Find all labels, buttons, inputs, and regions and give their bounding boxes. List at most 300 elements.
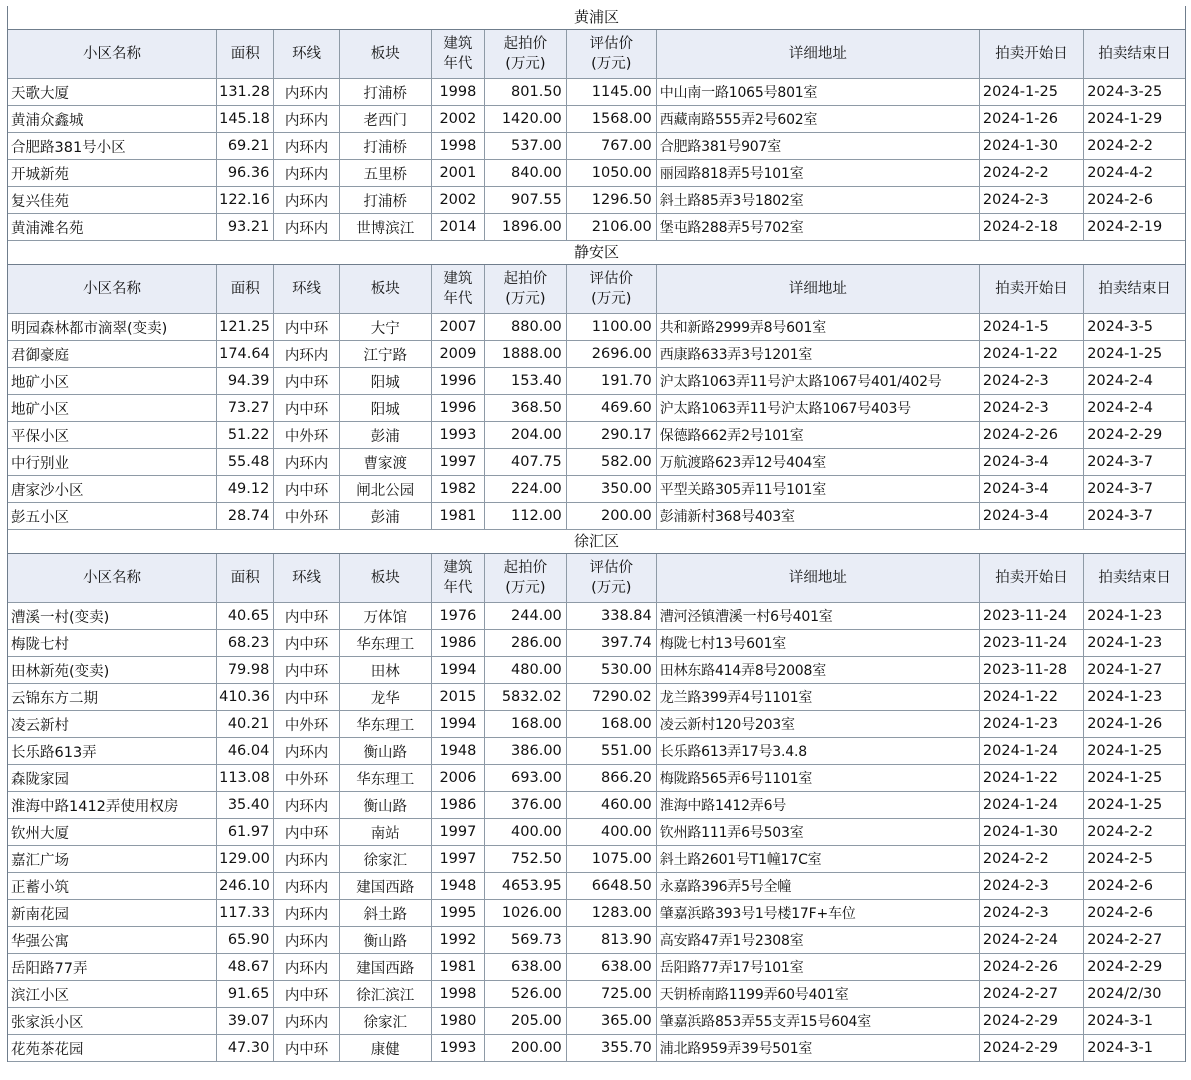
build-year-cell: 1996 xyxy=(431,395,484,422)
area-cell: 410.36 xyxy=(217,684,274,711)
build-year-cell: 1995 xyxy=(431,900,484,927)
auction-start-cell: 2024-2-18 xyxy=(979,214,1083,241)
header-build-year-line2: 年代 xyxy=(443,56,473,72)
table-row xyxy=(8,900,1185,927)
auction-end-cell: 2024/2/30 xyxy=(1084,981,1185,1008)
appraised-price-cell: 1296.50 xyxy=(566,187,656,214)
table-row xyxy=(8,657,1185,684)
build-year-cell: 1986 xyxy=(431,792,484,819)
community-name-cell: 云锦东方二期 xyxy=(8,684,217,711)
block-cell: 康健 xyxy=(339,1035,431,1062)
address-cell: 天钥桥南路1199弄60号401室 xyxy=(656,981,979,1008)
auction-end-cell: 2024-2-6 xyxy=(1084,187,1185,214)
table-row xyxy=(8,927,1185,954)
appraised-price-cell: 400.00 xyxy=(566,819,656,846)
starting-price-cell: 1420.00 xyxy=(484,106,566,133)
header-starting-price-line1: 起拍价 xyxy=(503,271,548,287)
area-cell: 96.36 xyxy=(217,160,274,187)
header-block xyxy=(339,265,431,314)
address-cell: 斜土路85弄3号1802室 xyxy=(656,187,979,214)
header-block xyxy=(339,554,431,603)
table-row xyxy=(8,422,1185,449)
appraised-price-cell: 2696.00 xyxy=(566,341,656,368)
area-cell: 129.00 xyxy=(217,846,274,873)
appraised-price-cell: 365.00 xyxy=(566,1008,656,1035)
table-row xyxy=(8,873,1185,900)
header-starting-price xyxy=(484,554,566,603)
appraised-price-cell: 350.00 xyxy=(566,476,656,503)
header-starting-price-line2: (万元) xyxy=(505,291,546,307)
block-cell: 建国西路 xyxy=(339,873,431,900)
ring-road-cell: 内中环 xyxy=(274,1035,339,1062)
table-row xyxy=(8,476,1185,503)
community-name-cell: 唐家沙小区 xyxy=(8,476,217,503)
block-cell: 打浦桥 xyxy=(339,187,431,214)
header-auction-end xyxy=(1084,554,1185,603)
area-cell: 48.67 xyxy=(217,954,274,981)
auction-end-cell: 2024-2-29 xyxy=(1084,954,1185,981)
area-cell: 49.12 xyxy=(217,476,274,503)
header-appraised-price xyxy=(566,30,656,79)
ring-road-cell: 内中环 xyxy=(274,368,339,395)
starting-price-cell: 5832.02 xyxy=(484,684,566,711)
auction-end-cell: 2024-1-23 xyxy=(1084,684,1185,711)
auction-end-cell: 2024-1-25 xyxy=(1084,738,1185,765)
header-address xyxy=(656,554,979,603)
appraised-price-cell: 767.00 xyxy=(566,133,656,160)
area-cell: 174.64 xyxy=(217,341,274,368)
address-cell: 高安路47弄1号2308室 xyxy=(656,927,979,954)
auction-end-cell: 2024-2-5 xyxy=(1084,846,1185,873)
header-address xyxy=(656,265,979,314)
build-year-cell: 1996 xyxy=(431,368,484,395)
ring-road-cell: 内环内 xyxy=(274,79,339,106)
ring-road-cell: 中外环 xyxy=(274,765,339,792)
header-auction-end xyxy=(1084,265,1185,314)
auction-end-cell: 2024-2-19 xyxy=(1084,214,1185,241)
community-name-cell: 黄浦众鑫城 xyxy=(8,106,217,133)
starting-price-cell: 693.00 xyxy=(484,765,566,792)
starting-price-cell: 537.00 xyxy=(484,133,566,160)
header-auction-start-text: 拍卖开始日 xyxy=(995,570,1068,586)
header-build-year-line1: 建筑 xyxy=(443,560,473,576)
auction-start-cell: 2024-3-4 xyxy=(979,449,1083,476)
address-cell: 长乐路613弄17号3.4.8 xyxy=(656,738,979,765)
build-year-cell: 2002 xyxy=(431,187,484,214)
header-starting-price-line1: 起拍价 xyxy=(503,560,548,576)
build-year-cell: 1948 xyxy=(431,873,484,900)
header-address-text: 详细地址 xyxy=(788,281,847,297)
header-build-year xyxy=(431,554,484,603)
area-cell: 47.30 xyxy=(217,1035,274,1062)
address-cell: 梅陇七村13号601室 xyxy=(656,630,979,657)
auction-end-cell: 2024-2-4 xyxy=(1084,368,1185,395)
build-year-cell: 1976 xyxy=(431,603,484,630)
header-build-year-line1: 建筑 xyxy=(443,36,473,52)
table-row xyxy=(8,711,1185,738)
community-name-cell: 彭五小区 xyxy=(8,503,217,530)
address-cell: 合肥路381号907室 xyxy=(656,133,979,160)
area-cell: 145.18 xyxy=(217,106,274,133)
header-starting-price xyxy=(484,265,566,314)
build-year-cell: 1981 xyxy=(431,503,484,530)
ring-road-cell: 内环内 xyxy=(274,927,339,954)
build-year-cell: 1948 xyxy=(431,738,484,765)
build-year-cell: 2002 xyxy=(431,106,484,133)
block-cell: 田林 xyxy=(339,657,431,684)
block-cell: 大宁 xyxy=(339,314,431,341)
build-year-cell: 1994 xyxy=(431,657,484,684)
build-year-cell: 1992 xyxy=(431,927,484,954)
auction-start-cell: 2024-1-26 xyxy=(979,106,1083,133)
header-appraised-price xyxy=(566,554,656,603)
address-cell: 共和新路2999弄8号601室 xyxy=(656,314,979,341)
appraised-price-cell: 7290.02 xyxy=(566,684,656,711)
header-appraised-price xyxy=(566,265,656,314)
table-row xyxy=(8,341,1185,368)
address-cell: 保德路662弄2号101室 xyxy=(656,422,979,449)
build-year-cell: 2006 xyxy=(431,765,484,792)
ring-road-cell: 内中环 xyxy=(274,395,339,422)
block-cell: 阳城 xyxy=(339,395,431,422)
header-address xyxy=(656,30,979,79)
starting-price-cell: 368.50 xyxy=(484,395,566,422)
block-cell: 徐汇滨江 xyxy=(339,981,431,1008)
starting-price-cell: 153.40 xyxy=(484,368,566,395)
appraised-price-cell: 168.00 xyxy=(566,711,656,738)
address-cell: 西康路633弄3号1201室 xyxy=(656,341,979,368)
appraised-price-cell: 355.70 xyxy=(566,1035,656,1062)
starting-price-cell: 205.00 xyxy=(484,1008,566,1035)
auction-start-cell: 2024-1-24 xyxy=(979,792,1083,819)
appraised-price-cell: 1075.00 xyxy=(566,846,656,873)
header-auction-start xyxy=(979,554,1083,603)
build-year-cell: 2015 xyxy=(431,684,484,711)
auction-start-cell: 2024-1-24 xyxy=(979,738,1083,765)
table-row xyxy=(8,449,1185,476)
starting-price-cell: 200.00 xyxy=(484,1035,566,1062)
auction-start-cell: 2024-3-4 xyxy=(979,503,1083,530)
address-cell: 沪太路1063弄11号沪太路1067号401/402号 xyxy=(656,368,979,395)
auction-end-cell: 2024-3-1 xyxy=(1084,1035,1185,1062)
auction-start-cell: 2024-3-4 xyxy=(979,476,1083,503)
area-cell: 121.25 xyxy=(217,314,274,341)
starting-price-cell: 204.00 xyxy=(484,422,566,449)
appraised-price-cell: 1100.00 xyxy=(566,314,656,341)
address-cell: 西藏南路555弄2号602室 xyxy=(656,106,979,133)
auction-end-cell: 2024-2-2 xyxy=(1084,819,1185,846)
header-auction-start-text: 拍卖开始日 xyxy=(995,281,1068,297)
header-area-text: 面积 xyxy=(230,281,260,297)
area-cell: 28.74 xyxy=(217,503,274,530)
area-cell: 39.07 xyxy=(217,1008,274,1035)
address-cell: 田林东路414弄8号2008室 xyxy=(656,657,979,684)
auction-start-cell: 2024-2-26 xyxy=(979,422,1083,449)
district-title: 静安区 xyxy=(8,241,1185,265)
table-row xyxy=(8,314,1185,341)
auction-start-cell: 2023-11-28 xyxy=(979,657,1083,684)
community-name-cell: 钦州大厦 xyxy=(8,819,217,846)
header-starting-price-line1: 起拍价 xyxy=(503,36,548,52)
address-cell: 岳阳路77弄17号101室 xyxy=(656,954,979,981)
starting-price-cell: 880.00 xyxy=(484,314,566,341)
header-starting-price xyxy=(484,30,566,79)
auction-end-cell: 2024-3-7 xyxy=(1084,476,1185,503)
area-cell: 65.90 xyxy=(217,927,274,954)
build-year-cell: 1981 xyxy=(431,954,484,981)
ring-road-cell: 内中环 xyxy=(274,657,339,684)
table-row xyxy=(8,1008,1185,1035)
appraised-price-cell: 338.84 xyxy=(566,603,656,630)
ring-road-cell: 内中环 xyxy=(274,981,339,1008)
appraised-price-cell: 530.00 xyxy=(566,657,656,684)
build-year-cell: 1997 xyxy=(431,819,484,846)
block-cell: 曹家渡 xyxy=(339,449,431,476)
address-cell: 平型关路305弄11号101室 xyxy=(656,476,979,503)
area-cell: 35.40 xyxy=(217,792,274,819)
address-cell: 凌云新村120号203室 xyxy=(656,711,979,738)
table-row xyxy=(8,187,1185,214)
block-cell: 世博滨江 xyxy=(339,214,431,241)
block-cell: 彭浦 xyxy=(339,422,431,449)
address-cell: 堡屯路288弄5号702室 xyxy=(656,214,979,241)
auction-start-cell: 2024-2-27 xyxy=(979,981,1083,1008)
table-row xyxy=(8,214,1185,241)
address-cell: 龙兰路399弄4号1101室 xyxy=(656,684,979,711)
table-row xyxy=(8,133,1185,160)
ring-road-cell: 内环内 xyxy=(274,792,339,819)
area-cell: 94.39 xyxy=(217,368,274,395)
auction-start-cell: 2024-2-3 xyxy=(979,873,1083,900)
starting-price-cell: 400.00 xyxy=(484,819,566,846)
starting-price-cell: 286.00 xyxy=(484,630,566,657)
ring-road-cell: 内环内 xyxy=(274,738,339,765)
community-name-cell: 长乐路613弄 xyxy=(8,738,217,765)
build-year-cell: 1986 xyxy=(431,630,484,657)
header-build-year xyxy=(431,30,484,79)
block-cell: 龙华 xyxy=(339,684,431,711)
build-year-cell: 1997 xyxy=(431,449,484,476)
community-name-cell: 复兴佳苑 xyxy=(8,187,217,214)
community-name-cell: 黄浦滩名苑 xyxy=(8,214,217,241)
block-cell: 建国西路 xyxy=(339,954,431,981)
auction-start-cell: 2024-1-30 xyxy=(979,819,1083,846)
starting-price-cell: 376.00 xyxy=(484,792,566,819)
community-name-cell: 森陇家园 xyxy=(8,765,217,792)
appraised-price-cell: 582.00 xyxy=(566,449,656,476)
ring-road-cell: 内环内 xyxy=(274,187,339,214)
auction-end-cell: 2024-1-29 xyxy=(1084,106,1185,133)
community-name-cell: 地矿小区 xyxy=(8,395,217,422)
starting-price-cell: 840.00 xyxy=(484,160,566,187)
header-appraised-price-line2: (万元) xyxy=(591,56,632,72)
appraised-price-cell: 2106.00 xyxy=(566,214,656,241)
community-name-cell: 滨江小区 xyxy=(8,981,217,1008)
build-year-cell: 1994 xyxy=(431,711,484,738)
community-name-cell: 平保小区 xyxy=(8,422,217,449)
area-cell: 113.08 xyxy=(217,765,274,792)
starting-price-cell: 112.00 xyxy=(484,503,566,530)
auction-start-cell: 2024-1-22 xyxy=(979,765,1083,792)
ring-road-cell: 中外环 xyxy=(274,422,339,449)
appraised-price-cell: 551.00 xyxy=(566,738,656,765)
ring-road-cell: 内环内 xyxy=(274,133,339,160)
ring-road-cell: 内环内 xyxy=(274,341,339,368)
auction-end-cell: 2024-1-23 xyxy=(1084,630,1185,657)
header-address-text: 详细地址 xyxy=(788,570,847,586)
starting-price-cell: 4653.95 xyxy=(484,873,566,900)
address-cell: 淮海中路1412弄6号 xyxy=(656,792,979,819)
block-cell: 江宁路 xyxy=(339,341,431,368)
header-block-text: 板块 xyxy=(370,46,400,62)
header-appraised-price-line2: (万元) xyxy=(591,580,632,596)
community-name-cell: 地矿小区 xyxy=(8,368,217,395)
header-block-text: 板块 xyxy=(370,281,400,297)
table-row xyxy=(8,503,1185,530)
ring-road-cell: 内中环 xyxy=(274,314,339,341)
auction-listing-sheet xyxy=(7,6,1186,1062)
auction-start-cell: 2024-1-25 xyxy=(979,79,1083,106)
appraised-price-cell: 1050.00 xyxy=(566,160,656,187)
header-auction-end-text: 拍卖结束日 xyxy=(1098,46,1171,62)
header-area xyxy=(217,554,274,603)
header-block-text: 板块 xyxy=(370,570,400,586)
build-year-cell: 1993 xyxy=(431,422,484,449)
header-auction-end xyxy=(1084,30,1185,79)
block-cell: 打浦桥 xyxy=(339,133,431,160)
header-community-name-text: 小区名称 xyxy=(83,281,142,297)
ring-road-cell: 中外环 xyxy=(274,503,339,530)
table-row xyxy=(8,1035,1185,1062)
starting-price-cell: 526.00 xyxy=(484,981,566,1008)
block-cell: 斜土路 xyxy=(339,900,431,927)
header-ring-road xyxy=(274,30,339,79)
header-area-text: 面积 xyxy=(230,46,260,62)
auction-end-cell: 2024-2-6 xyxy=(1084,900,1185,927)
auction-end-cell: 2024-3-7 xyxy=(1084,503,1185,530)
address-cell: 永嘉路396弄5号全幢 xyxy=(656,873,979,900)
block-cell: 衡山路 xyxy=(339,792,431,819)
appraised-price-cell: 725.00 xyxy=(566,981,656,1008)
header-community-name-text: 小区名称 xyxy=(83,570,142,586)
auction-start-cell: 2024-1-23 xyxy=(979,711,1083,738)
address-cell: 万航渡路623弄12号404室 xyxy=(656,449,979,476)
area-cell: 46.04 xyxy=(217,738,274,765)
auction-end-cell: 2024-1-26 xyxy=(1084,711,1185,738)
ring-road-cell: 内环内 xyxy=(274,449,339,476)
table-row xyxy=(8,79,1185,106)
build-year-cell: 1998 xyxy=(431,133,484,160)
header-appraised-price-line1: 评估价 xyxy=(589,271,634,287)
header-build-year xyxy=(431,265,484,314)
header-build-year-line1: 建筑 xyxy=(443,271,473,287)
header-community-name-text: 小区名称 xyxy=(83,46,142,62)
address-cell: 肇嘉浜路853弄55支弄15号604室 xyxy=(656,1008,979,1035)
build-year-cell: 2007 xyxy=(431,314,484,341)
community-name-cell: 梅陇七村 xyxy=(8,630,217,657)
table-header-row xyxy=(8,554,1185,603)
header-area-text: 面积 xyxy=(230,570,260,586)
auction-end-cell: 2024-3-7 xyxy=(1084,449,1185,476)
auction-end-cell: 2024-4-2 xyxy=(1084,160,1185,187)
address-cell: 钦州路111弄6号503室 xyxy=(656,819,979,846)
area-cell: 68.23 xyxy=(217,630,274,657)
ring-road-cell: 内中环 xyxy=(274,603,339,630)
address-cell: 中山南一路1065号801室 xyxy=(656,79,979,106)
header-build-year-line2: 年代 xyxy=(443,580,473,596)
auction-end-cell: 2024-1-25 xyxy=(1084,341,1185,368)
header-area xyxy=(217,265,274,314)
block-cell: 徐家汇 xyxy=(339,1008,431,1035)
auction-start-cell: 2024-2-3 xyxy=(979,395,1083,422)
build-year-cell: 2001 xyxy=(431,160,484,187)
header-appraised-price-line1: 评估价 xyxy=(589,36,634,52)
area-cell: 55.48 xyxy=(217,449,274,476)
starting-price-cell: 244.00 xyxy=(484,603,566,630)
area-cell: 93.21 xyxy=(217,214,274,241)
ring-road-cell: 内环内 xyxy=(274,846,339,873)
area-cell: 79.98 xyxy=(217,657,274,684)
appraised-price-cell: 460.00 xyxy=(566,792,656,819)
ring-road-cell: 中外环 xyxy=(274,711,339,738)
appraised-price-cell: 1568.00 xyxy=(566,106,656,133)
community-name-cell: 凌云新村 xyxy=(8,711,217,738)
block-cell: 南站 xyxy=(339,819,431,846)
area-cell: 69.21 xyxy=(217,133,274,160)
table-row xyxy=(8,981,1185,1008)
starting-price-cell: 569.73 xyxy=(484,927,566,954)
starting-price-cell: 224.00 xyxy=(484,476,566,503)
area-cell: 246.10 xyxy=(217,873,274,900)
district-table xyxy=(8,554,1185,1062)
community-name-cell: 合肥路381号小区 xyxy=(8,133,217,160)
auction-start-cell: 2024-1-22 xyxy=(979,341,1083,368)
area-cell: 122.16 xyxy=(217,187,274,214)
community-name-cell: 正蓄小筑 xyxy=(8,873,217,900)
community-name-cell: 明园森林都市滴翠(变卖) xyxy=(8,314,217,341)
auction-start-cell: 2024-1-30 xyxy=(979,133,1083,160)
starting-price-cell: 638.00 xyxy=(484,954,566,981)
table-row xyxy=(8,395,1185,422)
header-ring-road xyxy=(274,554,339,603)
auction-start-cell: 2024-2-29 xyxy=(979,1035,1083,1062)
header-auction-end-text: 拍卖结束日 xyxy=(1098,570,1171,586)
community-name-cell: 淮海中路1412弄使用权房 xyxy=(8,792,217,819)
appraised-price-cell: 191.70 xyxy=(566,368,656,395)
header-area xyxy=(217,30,274,79)
auction-end-cell: 2024-1-25 xyxy=(1084,792,1185,819)
auction-end-cell: 2024-3-5 xyxy=(1084,314,1185,341)
auction-end-cell: 2024-1-23 xyxy=(1084,603,1185,630)
area-cell: 117.33 xyxy=(217,900,274,927)
auction-start-cell: 2024-2-2 xyxy=(979,846,1083,873)
table-row xyxy=(8,792,1185,819)
block-cell: 五里桥 xyxy=(339,160,431,187)
block-cell: 华东理工 xyxy=(339,765,431,792)
header-address-text: 详细地址 xyxy=(788,46,847,62)
auction-start-cell: 2024-2-3 xyxy=(979,368,1083,395)
header-ring-road-text: 环线 xyxy=(292,570,322,586)
appraised-price-cell: 1283.00 xyxy=(566,900,656,927)
starting-price-cell: 752.50 xyxy=(484,846,566,873)
table-row xyxy=(8,954,1185,981)
area-cell: 91.65 xyxy=(217,981,274,1008)
block-cell: 彭浦 xyxy=(339,503,431,530)
district-table xyxy=(8,265,1185,530)
header-starting-price-line2: (万元) xyxy=(505,56,546,72)
address-cell: 浦北路959弄39号501室 xyxy=(656,1035,979,1062)
ring-road-cell: 内中环 xyxy=(274,819,339,846)
